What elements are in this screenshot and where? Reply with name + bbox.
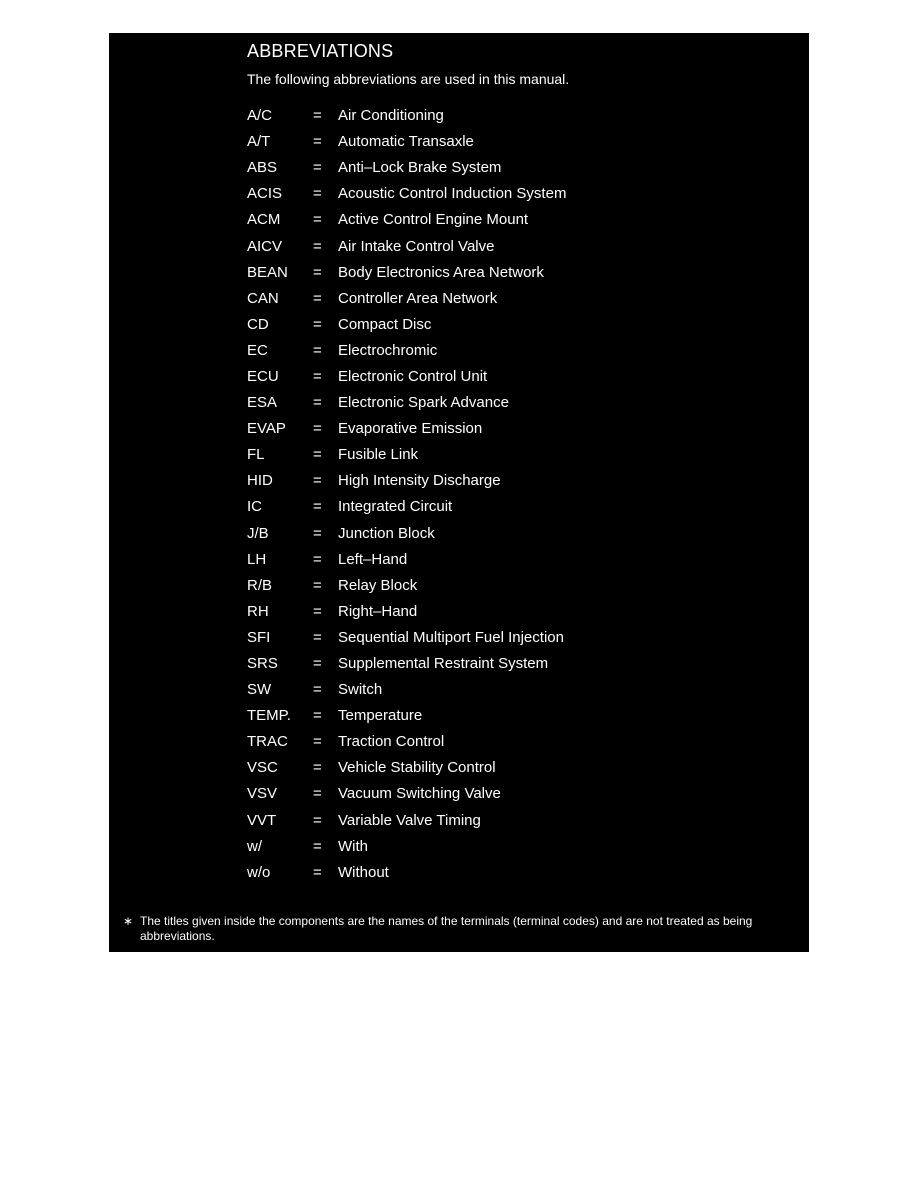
abbreviation-meaning: Temperature bbox=[338, 707, 423, 725]
list-item bbox=[247, 364, 788, 390]
abbreviation-meaning: Integrated Circuit bbox=[338, 498, 453, 516]
list-item bbox=[247, 416, 788, 442]
abbreviation: ECU bbox=[247, 367, 279, 385]
abbreviation-meaning: Compact Disc bbox=[338, 315, 432, 333]
equals-sign: = bbox=[313, 211, 322, 229]
abbreviation: ESA bbox=[247, 394, 278, 412]
equals-sign: = bbox=[313, 420, 322, 438]
list-item bbox=[247, 729, 788, 755]
equals-sign: = bbox=[313, 315, 322, 333]
list-item bbox=[247, 625, 788, 651]
abbreviation-meaning: Electronic Spark Advance bbox=[338, 394, 509, 412]
abbreviation-meaning: Air Conditioning bbox=[338, 107, 444, 125]
abbreviation-meaning: Sequential Multiport Fuel Injection bbox=[338, 628, 564, 646]
abbreviation-meaning: Acoustic Control Induction System bbox=[338, 185, 567, 203]
equals-sign: = bbox=[313, 524, 322, 542]
list-item bbox=[247, 755, 788, 781]
abbreviation: ACIS bbox=[247, 185, 283, 203]
abbreviation-meaning: Fusible Link bbox=[338, 446, 419, 464]
abbreviation: LH bbox=[247, 550, 267, 568]
page-title: ABBREVIATIONS bbox=[247, 41, 394, 61]
intro-text: The following abbreviations are used in this manual. bbox=[247, 71, 570, 87]
list-item bbox=[247, 781, 788, 807]
abbreviation-meaning: With bbox=[338, 837, 368, 855]
abbreviation-meaning: Relay Block bbox=[338, 576, 418, 594]
equals-sign: = bbox=[313, 289, 322, 307]
list-item bbox=[247, 468, 788, 494]
abbreviation-meaning: Switch bbox=[338, 681, 383, 699]
abbreviation-meaning: Electrochromic bbox=[338, 341, 438, 359]
abbreviations-panel bbox=[109, 33, 809, 952]
abbreviation-meaning: Left–Hand bbox=[338, 550, 408, 568]
list-item bbox=[247, 547, 788, 573]
equals-sign: = bbox=[313, 133, 322, 151]
abbreviation-meaning: Traction Control bbox=[338, 733, 445, 751]
abbreviation: ACM bbox=[247, 211, 281, 229]
equals-sign: = bbox=[313, 550, 322, 568]
list-item bbox=[247, 286, 788, 312]
abbreviation: AICV bbox=[247, 237, 283, 255]
list-item bbox=[247, 390, 788, 416]
abbreviation: FL bbox=[247, 446, 265, 464]
abbreviation-meaning: Variable Valve Timing bbox=[338, 811, 481, 829]
abbreviation: CAN bbox=[247, 289, 279, 307]
list-item bbox=[247, 573, 788, 599]
abbreviation: SW bbox=[247, 681, 272, 699]
list-item bbox=[247, 103, 788, 129]
abbreviation-meaning: Supplemental Restraint System bbox=[338, 655, 549, 673]
list-item bbox=[247, 677, 788, 703]
equals-sign: = bbox=[313, 263, 322, 281]
abbreviation: VSV bbox=[247, 785, 278, 803]
abbreviation-meaning: Vehicle Stability Control bbox=[338, 759, 496, 777]
equals-sign: = bbox=[313, 341, 322, 359]
abbreviation: w/o bbox=[247, 863, 271, 881]
abbreviation-meaning: Without bbox=[338, 863, 389, 881]
abbreviation-meaning: Controller Area Network bbox=[338, 289, 498, 307]
abbreviation: CD bbox=[247, 315, 269, 333]
abbreviation-list bbox=[247, 103, 788, 886]
abbreviation: VVT bbox=[247, 811, 277, 829]
equals-sign: = bbox=[313, 394, 322, 412]
list-item bbox=[247, 860, 788, 886]
equals-sign: = bbox=[313, 576, 322, 594]
asterisk-icon: ∗ bbox=[123, 914, 134, 928]
equals-sign: = bbox=[313, 837, 322, 855]
abbreviation: R/B bbox=[247, 576, 273, 594]
list-item bbox=[247, 260, 788, 286]
abbreviation-meaning: Body Electronics Area Network bbox=[338, 263, 544, 281]
equals-sign: = bbox=[313, 237, 322, 255]
equals-sign: = bbox=[313, 655, 322, 673]
equals-sign: = bbox=[313, 707, 322, 725]
list-item bbox=[247, 651, 788, 677]
abbreviation: A/C bbox=[247, 107, 273, 125]
abbreviation: BEAN bbox=[247, 263, 288, 281]
list-item bbox=[247, 599, 788, 625]
abbreviation: VSC bbox=[247, 759, 278, 777]
abbreviation-meaning: Vacuum Switching Valve bbox=[338, 785, 501, 803]
abbreviation: RH bbox=[247, 602, 269, 620]
abbreviation: SRS bbox=[247, 655, 278, 673]
equals-sign: = bbox=[313, 446, 322, 464]
equals-sign: = bbox=[313, 498, 322, 516]
equals-sign: = bbox=[313, 602, 322, 620]
equals-sign: = bbox=[313, 185, 322, 203]
equals-sign: = bbox=[313, 785, 322, 803]
abbreviation-meaning: Air Intake Control Valve bbox=[338, 237, 495, 255]
abbreviation: SFI bbox=[247, 628, 271, 646]
equals-sign: = bbox=[313, 863, 322, 881]
abbreviation: EC bbox=[247, 341, 268, 359]
abbreviation: ABS bbox=[247, 159, 278, 177]
equals-sign: = bbox=[313, 628, 322, 646]
abbreviation-meaning: Right–Hand bbox=[338, 602, 418, 620]
abbreviation-meaning: Evaporative Emission bbox=[338, 420, 483, 438]
list-item bbox=[247, 834, 788, 860]
list-item bbox=[247, 207, 788, 233]
abbreviation: TRAC bbox=[247, 733, 288, 751]
list-item bbox=[247, 703, 788, 729]
list-item bbox=[247, 338, 788, 364]
abbreviation: TEMP. bbox=[247, 707, 291, 725]
list-item bbox=[247, 233, 788, 259]
list-item bbox=[247, 181, 788, 207]
abbreviation: w/ bbox=[247, 837, 262, 855]
list-item bbox=[247, 521, 788, 547]
equals-sign: = bbox=[313, 472, 322, 490]
equals-sign: = bbox=[313, 681, 322, 699]
abbreviation: A/T bbox=[247, 133, 271, 151]
footnote-text: The titles given inside the components are the names of the terminals (terminal codes) and are not treated as being abbreviations. bbox=[140, 914, 753, 943]
abbreviation: J/B bbox=[247, 524, 269, 542]
abbreviation-meaning: Automatic Transaxle bbox=[338, 133, 474, 151]
equals-sign: = bbox=[313, 759, 322, 777]
equals-sign: = bbox=[313, 811, 322, 829]
equals-sign: = bbox=[313, 367, 322, 385]
list-item bbox=[247, 155, 788, 181]
list-item bbox=[247, 442, 788, 468]
list-item bbox=[247, 129, 788, 155]
equals-sign: = bbox=[313, 733, 322, 751]
list-item bbox=[247, 494, 788, 520]
abbreviation-meaning: Junction Block bbox=[338, 524, 435, 542]
abbreviation: EVAP bbox=[247, 420, 286, 438]
abbreviation-meaning: Electronic Control Unit bbox=[338, 367, 488, 385]
list-item bbox=[247, 808, 788, 834]
abbreviation: HID bbox=[247, 472, 273, 490]
abbreviation-meaning: Anti–Lock Brake System bbox=[338, 159, 502, 177]
abbreviation-meaning: High Intensity Discharge bbox=[338, 472, 501, 490]
abbreviation: IC bbox=[247, 498, 262, 516]
equals-sign: = bbox=[313, 107, 322, 125]
list-item bbox=[247, 312, 788, 338]
abbreviation-meaning: Active Control Engine Mount bbox=[338, 211, 529, 229]
equals-sign: = bbox=[313, 159, 322, 177]
